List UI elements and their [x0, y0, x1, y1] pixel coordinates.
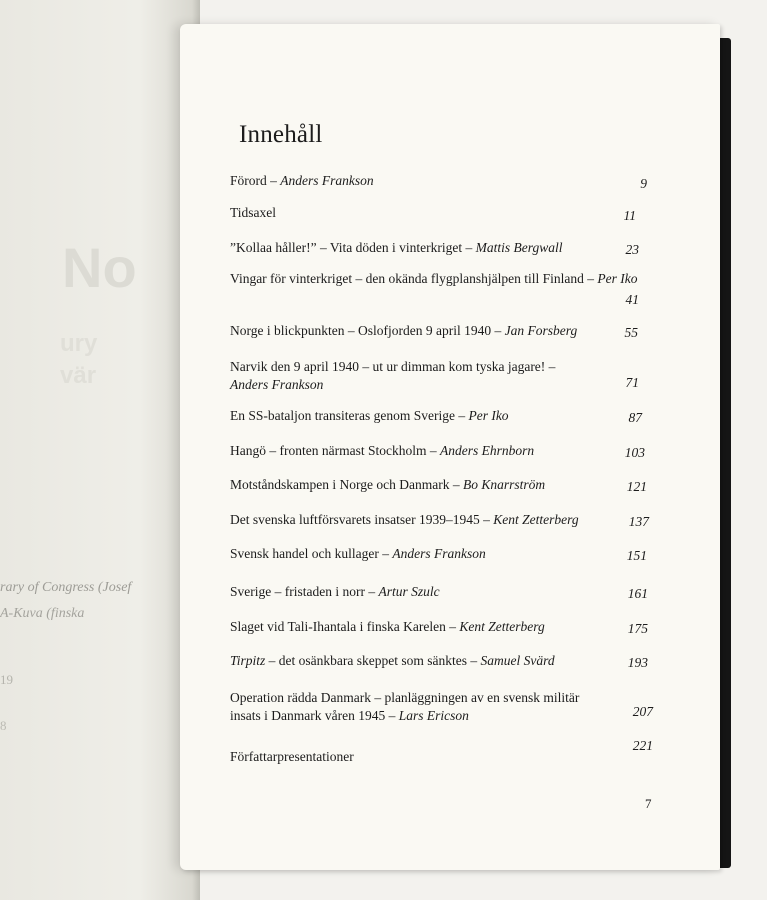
toc-entry — [230, 652, 640, 670]
entry-author: Anders Ehrnborn — [439, 443, 535, 458]
entry-author: Artur Szulc — [378, 584, 440, 599]
entry-title: Norge i blickpunkten – Oslofjorden 9 april 1940 – — [230, 323, 505, 338]
toc-entry — [230, 545, 640, 563]
toc-entry — [230, 358, 590, 394]
entry-author: Mattis Bergwall — [475, 240, 563, 255]
entry-title: Det svenska luftförsvarets insatser 1939–1945 – — [230, 512, 494, 527]
toc-entry — [230, 270, 650, 288]
entry-title: ”Kollaa håller!” – Vita döden i vinterkriget – — [230, 240, 476, 255]
entry-page-number: 207 — [632, 704, 653, 719]
entry-title: Vingar för vinterkriget – den okända flygplanshjälpen till Finland – — [230, 271, 598, 286]
entry-title: Narvik den 9 april 1940 – ut ur dimman kom tyska jagare! – — [230, 359, 556, 374]
entry-title-italic: Tirpitz — [230, 653, 266, 668]
entry-page-number: 121 — [626, 479, 647, 494]
toc-entry — [230, 583, 640, 601]
entry-page-number: 161 — [627, 586, 648, 601]
entry-title: Svensk handel och kullager – — [230, 546, 393, 561]
entry-author: Anders Frankson — [230, 377, 324, 392]
entry-page-number: 103 — [624, 445, 645, 460]
toc-entry — [230, 618, 640, 636]
entry-page-number: 221 — [632, 738, 653, 753]
toc-entry — [230, 689, 590, 725]
entry-page-number: 9 — [640, 176, 647, 191]
entry-author: Kent Zetterberg — [493, 512, 579, 527]
toc-entry — [230, 239, 640, 257]
entry-page-number: 71 — [625, 375, 639, 390]
left-page-credit-line-1: rary of Congress (Josef — [0, 580, 132, 595]
entry-author: Per Iko — [597, 271, 638, 286]
contents-page — [180, 24, 720, 870]
left-page-credit-line-2: A-Kuva (finska — [0, 606, 85, 621]
left-page-big-letters: No — [62, 236, 137, 299]
left-page-number-2: 8 — [0, 718, 7, 733]
toc-entry — [230, 748, 640, 766]
entry-author: Jan Forsberg — [504, 323, 578, 338]
left-page-number-1: 19 — [0, 672, 13, 687]
entry-title: Förord – — [230, 173, 281, 188]
toc-entry — [230, 172, 640, 190]
entry-title: – det osänkbara skeppet som sänktes – — [265, 653, 481, 668]
entry-title: Motståndskampen i Norge och Danmark – — [230, 477, 463, 492]
left-page-line-b: vär — [60, 362, 97, 389]
entry-author: Anders Frankson — [280, 173, 374, 188]
toc-entry — [230, 511, 640, 529]
entry-title: Slaget vid Tali-Ihantala i finska Karelen – — [230, 619, 460, 634]
entry-page-number: 151 — [626, 548, 647, 563]
entry-title: Operation rädda Danmark – planläggningen av en svensk militär insats i Danmark våren 1945 – — [230, 690, 580, 723]
left-page-line-a: ury — [60, 330, 98, 357]
toc-entry — [230, 322, 640, 340]
entry-page-number: 11 — [623, 208, 636, 223]
entry-author: Kent Zetterberg — [459, 619, 545, 634]
left-page — [0, 0, 200, 900]
entry-page-number: 137 — [628, 514, 649, 529]
entry-title: Sverige – fristaden i norr – — [230, 584, 379, 599]
entry-author: Bo Knarrström — [462, 477, 546, 492]
entry-title: En SS-bataljon transiteras genom Sverige – — [230, 408, 469, 423]
toc-entry — [230, 407, 640, 425]
toc-entry — [230, 476, 640, 494]
entry-title: Tidsaxel — [230, 205, 277, 220]
entry-author: Anders Frankson — [392, 546, 486, 561]
entry-page-number: 23 — [625, 242, 639, 257]
entry-title: Författarpresentationer — [230, 749, 354, 764]
entry-page-number: 55 — [624, 325, 638, 340]
entry-author: Samuel Svärd — [480, 653, 555, 668]
toc-entry — [230, 204, 640, 222]
toc-entry — [230, 442, 640, 460]
entry-page-number: 175 — [627, 621, 648, 636]
entry-page-number: 41 — [625, 292, 639, 307]
entry-page-number: 87 — [628, 410, 642, 425]
entry-author: Lars Ericson — [398, 708, 469, 723]
entry-title: Hangö – fronten närmast Stockholm – — [230, 443, 440, 458]
entry-author: Per Iko — [468, 408, 509, 423]
entry-page-number: 193 — [627, 655, 648, 670]
page-folio-number: 7 — [645, 796, 652, 811]
page-title: Innehåll — [239, 121, 323, 148]
